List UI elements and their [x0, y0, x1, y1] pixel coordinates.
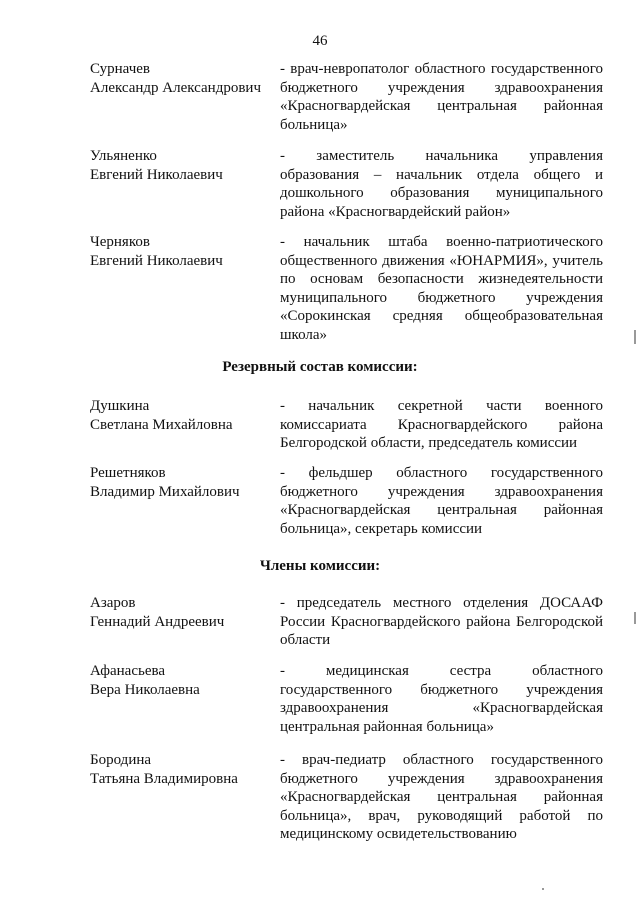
member-name — [90, 751, 275, 788]
member-given-names: Александр Александрович — [90, 79, 261, 96]
member-given-names: Геннадий Андреевич — [90, 613, 225, 630]
member-surname: Бородина — [90, 752, 152, 768]
member-surname: Афанасьева — [90, 663, 166, 679]
page-number: 46 — [312, 33, 328, 49]
member-role: - председатель местного отделения ДОСААФ России Красногвардейского района Белгородской области — [280, 595, 603, 648]
member-name — [90, 60, 275, 97]
member-surname: Азаров — [90, 595, 136, 611]
member-name — [90, 464, 275, 501]
member-role: - начальник секретной части военного комиссариата Красногвардейского района Белгородской области, председатель комиссии — [280, 398, 603, 451]
member-name — [90, 147, 275, 184]
member-surname: Ульяненко — [90, 148, 157, 164]
scan-mark — [634, 330, 636, 344]
member-name — [90, 397, 275, 434]
scan-mark — [634, 612, 636, 624]
member-given-names: Евгений Николаевич — [90, 166, 223, 183]
member-surname: Решетняков — [90, 465, 166, 481]
member-given-names: Евгений Николаевич — [90, 252, 223, 269]
member-given-names: Вера Николаевна — [90, 681, 200, 698]
member-role: - фельдшер областного государственного бюджетного учреждения здравоохранения «Красногвардейская центральная районная больница», секретарь комиссии — [280, 465, 603, 537]
members-section-heading: Члены комиссии: — [259, 558, 381, 574]
scan-mark — [542, 888, 544, 890]
member-role: - врач-педиатр областного государственного бюджетного учреждения здравоохранения «Красногвардейская центральная районная больница», врач, руководящий работой по медицинскому освидетельствованию — [280, 752, 603, 842]
member-given-names: Светлана Михайловна — [90, 416, 233, 433]
member-role: - медицинская сестра областного государственного бюджетного учреждения здравоохранения «Красногвардейская центральная районная больница» — [280, 663, 603, 735]
reserve-section-heading: Резервный состав комиссии: — [222, 359, 418, 375]
member-role: - заместитель начальника управления образования – начальник отдела общего и дошкольного образования муниципального района «Красногвардейский район» — [280, 148, 603, 220]
member-given-names: Татьяна Владимировна — [90, 770, 238, 787]
member-name — [90, 233, 275, 270]
member-surname: Сурначев — [90, 61, 150, 77]
member-name — [90, 594, 275, 631]
member-surname: Душкина — [90, 398, 150, 414]
member-surname: Черняков — [90, 234, 150, 250]
member-role: - врач-невропатолог областного государственного бюджетного учреждения здравоохранения «Красногвардейская центральная районная больница» — [280, 61, 603, 133]
member-role: - начальник штаба военно-патриотического общественного движения «ЮНАРМИЯ», учитель по основам безопасности жизнедеятельности муниципального бюджетного учреждения «Сорокинская средняя общеобразовательная школа» — [280, 234, 603, 343]
member-given-names: Владимир Михайлович — [90, 483, 240, 500]
member-name — [90, 662, 275, 699]
